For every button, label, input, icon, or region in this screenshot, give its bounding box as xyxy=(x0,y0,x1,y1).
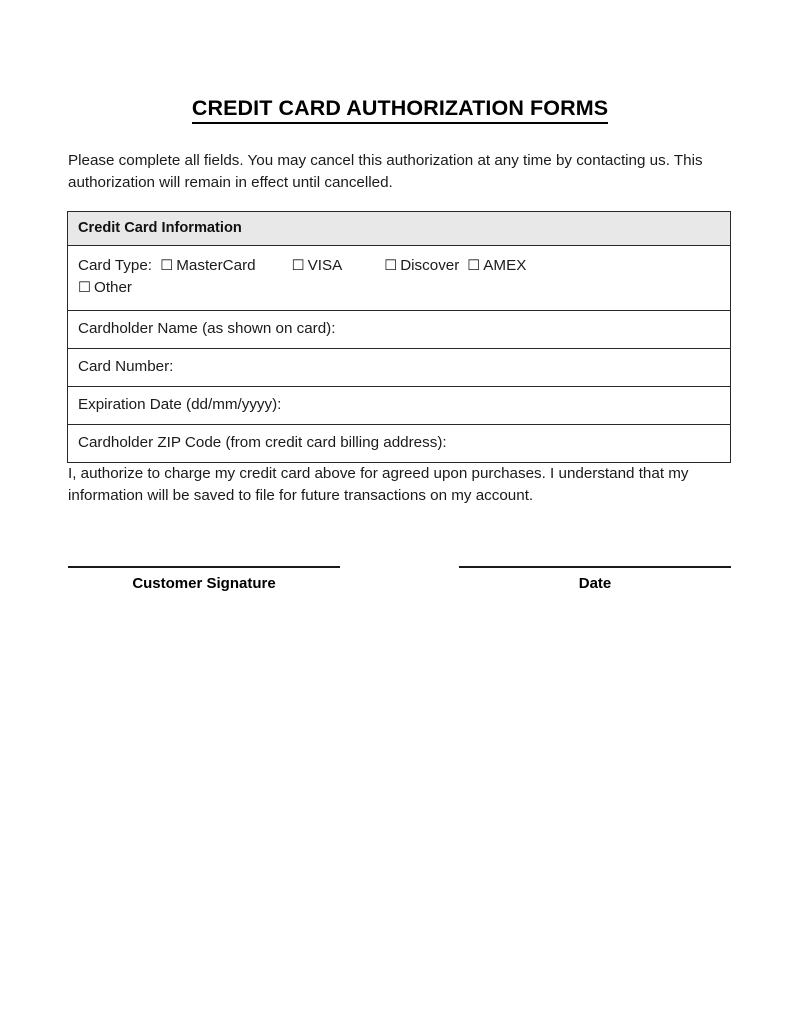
card-type-option-other[interactable] xyxy=(78,279,132,296)
checkbox-empty-icon[interactable]: ☐ xyxy=(291,258,305,274)
credit-card-information-table xyxy=(67,211,731,463)
card-type-cell xyxy=(68,246,731,311)
checkbox-empty-icon[interactable]: ☐ xyxy=(160,258,174,274)
card-type-option-label: MasterCard xyxy=(176,257,256,274)
checkbox-empty-icon[interactable]: ☐ xyxy=(384,258,398,274)
field-label: Expiration Date (dd/mm/yyyy): xyxy=(78,396,282,413)
table-row-card-type xyxy=(68,246,731,311)
table-row-cardholder-name xyxy=(68,311,731,349)
expiration-date-field[interactable] xyxy=(68,387,731,425)
date-label: Date xyxy=(578,575,612,592)
card-type-option-label: VISA xyxy=(307,257,343,274)
customer-signature-slot[interactable] xyxy=(68,566,340,592)
table-row-card-number xyxy=(68,349,731,387)
card-type-option-discover[interactable] xyxy=(384,257,459,274)
table-row-expiration-date xyxy=(68,387,731,425)
card-type-option-visa[interactable] xyxy=(292,257,343,274)
field-label: Cardholder Name (as shown on card): xyxy=(78,320,336,337)
card-type-label: Card Type: xyxy=(78,257,153,274)
card-type-option-mastercard[interactable] xyxy=(160,257,255,274)
date-line[interactable] xyxy=(459,566,731,568)
date-slot[interactable] xyxy=(459,566,731,592)
cardholder-zip-code-field[interactable] xyxy=(68,425,731,463)
page-title xyxy=(0,96,800,121)
intro-paragraph: Please complete all fields. You may cancel this authorization at any time by contacting us. This authorization will remain in effect until cancelled. xyxy=(68,152,703,191)
card-type-option-label: Discover xyxy=(400,257,460,274)
customer-signature-line[interactable] xyxy=(68,566,340,568)
checkbox-empty-icon[interactable]: ☐ xyxy=(467,258,481,274)
authorization-paragraph: I, authorize to charge my credit card above for agreed upon purchases. I understand that my information will be saved to file for future transactions on my account. xyxy=(68,465,689,504)
checkbox-empty-icon[interactable]: ☐ xyxy=(78,280,91,296)
customer-signature-label: Customer Signature xyxy=(132,575,276,592)
card-type-option-label: AMEX xyxy=(483,257,527,274)
table-row-section-header xyxy=(68,212,731,246)
section-header-cell: Credit Card Information xyxy=(68,212,731,246)
card-number-field[interactable] xyxy=(68,349,731,387)
page-title-text: CREDIT CARD AUTHORIZATION FORMS xyxy=(192,96,608,124)
field-label: Cardholder ZIP Code (from credit card billing address): xyxy=(78,434,447,451)
signature-block xyxy=(0,566,800,612)
card-type-option-label: Other xyxy=(94,279,132,296)
cardholder-name-field[interactable] xyxy=(68,311,731,349)
field-label: Card Number: xyxy=(78,358,174,375)
table-row-zip-code xyxy=(68,425,731,463)
card-type-option-amex[interactable] xyxy=(467,257,526,274)
